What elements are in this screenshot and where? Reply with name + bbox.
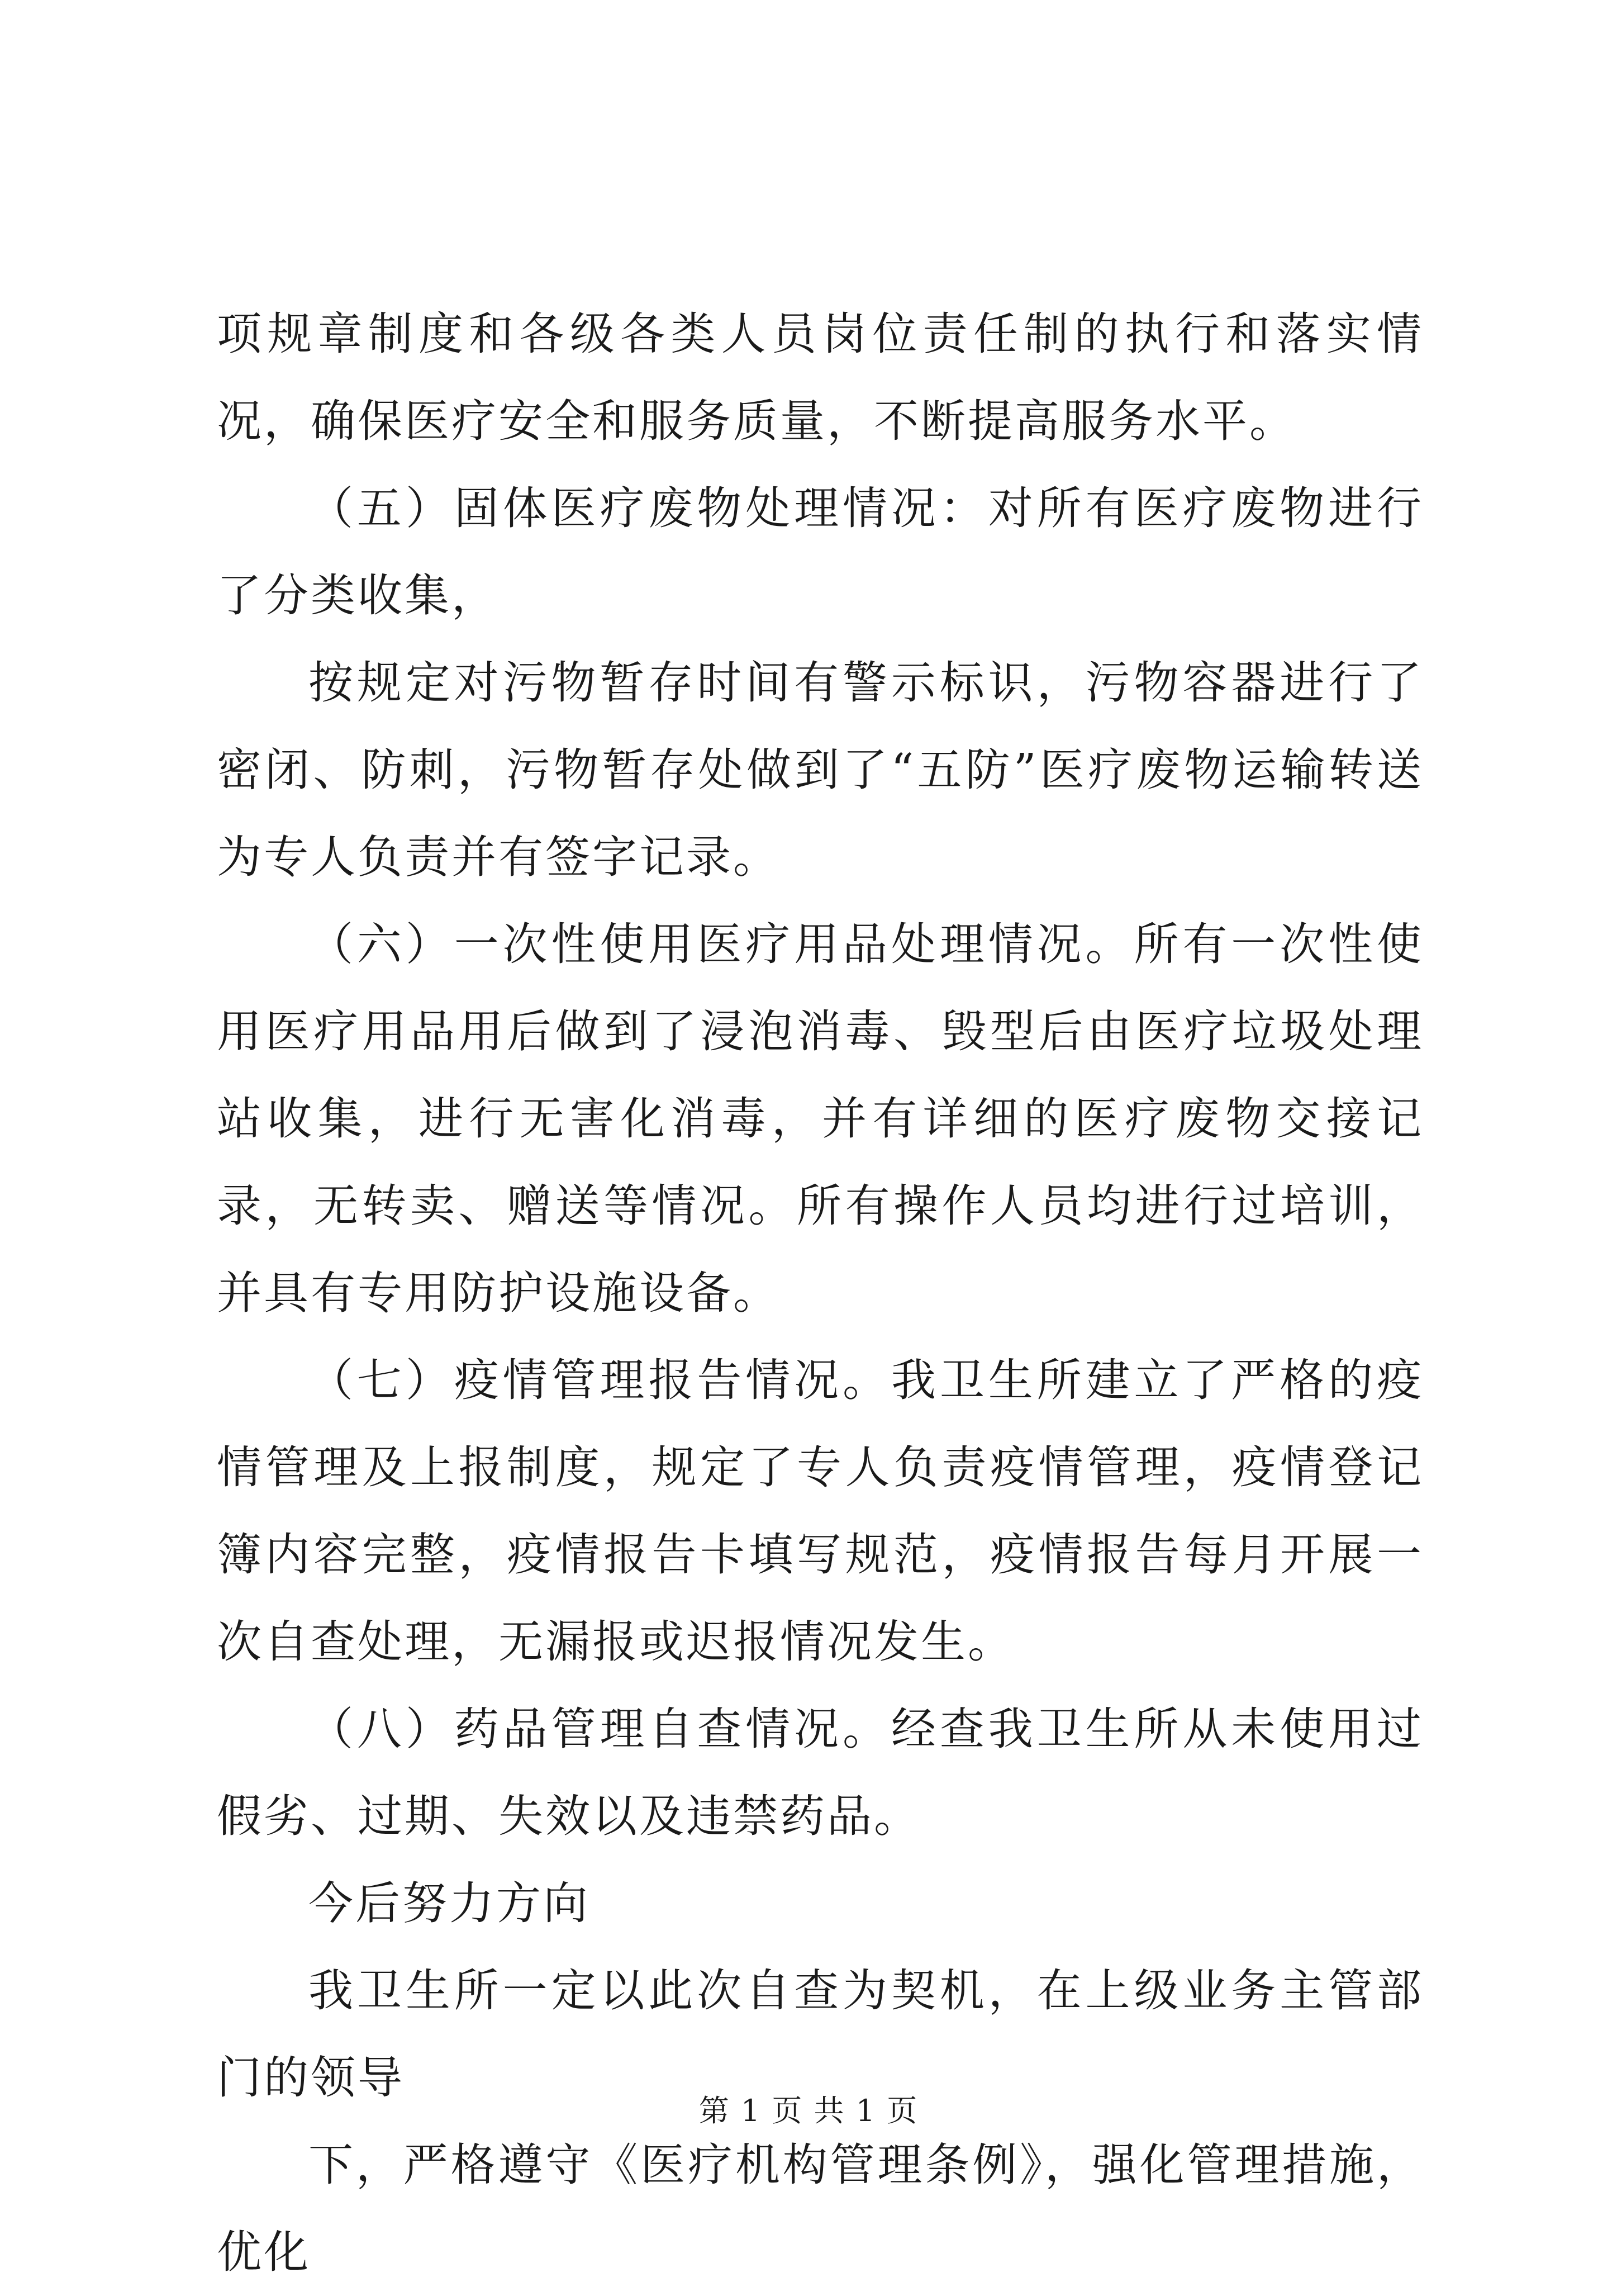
paragraph: 我卫生所一定以此次自查为契机，在上级业务主管部门的领导: [217, 1965, 1424, 2104]
paragraph: （七）疫情管理报告情况。我卫生所建立了严格的疫情管理及上报制度，规定了专人负责疫情管理，疫情登记簿内容完整，疫情报告卡填写规范，疫情报告每月开展一次自查处理，无漏报或迟报情况发生。: [217, 1354, 1424, 1668]
paragraph: （六）一次性使用医疗用品处理情况。所有一次性使用医疗用品用后做到了浸泡消毒、毁型后由医疗垃圾处理站收集，进行无害化消毒，并有详细的医疗废物交接记录，无转卖、赠送等情况。所有操作人员均进行过培训，并具有专用防护设施设备。: [217, 918, 1424, 1319]
document-body: [217, 291, 1424, 2296]
paragraph: 按规定对污物暂存时间有警示标识，污物容器进行了密闭、防刺，污物暂存处做到了“五防”医疗废物运输转送为专人负责并有签字记录。: [217, 657, 1424, 883]
paragraph: （八）药品管理自查情况。经查我卫生所从未使用过假劣、过期、失效以及违禁药品。: [217, 1703, 1424, 1842]
paragraph: 今后努力方向: [308, 1877, 590, 1929]
paragraph: （五）固体医疗废物处理情况：对所有医疗废物进行了分类收集，: [217, 482, 1424, 622]
paragraph: 下，严格遵守《医疗机构管理条例》，强化管理措施，优化: [217, 2139, 1424, 2278]
paragraph: 项规章制度和各级各类人员岗位责任制的执行和落实情况，确保医疗安全和服务质量，不断提高服务水平。: [217, 308, 1424, 447]
page-footer: 第 1 页 共 1 页: [698, 2093, 919, 2128]
